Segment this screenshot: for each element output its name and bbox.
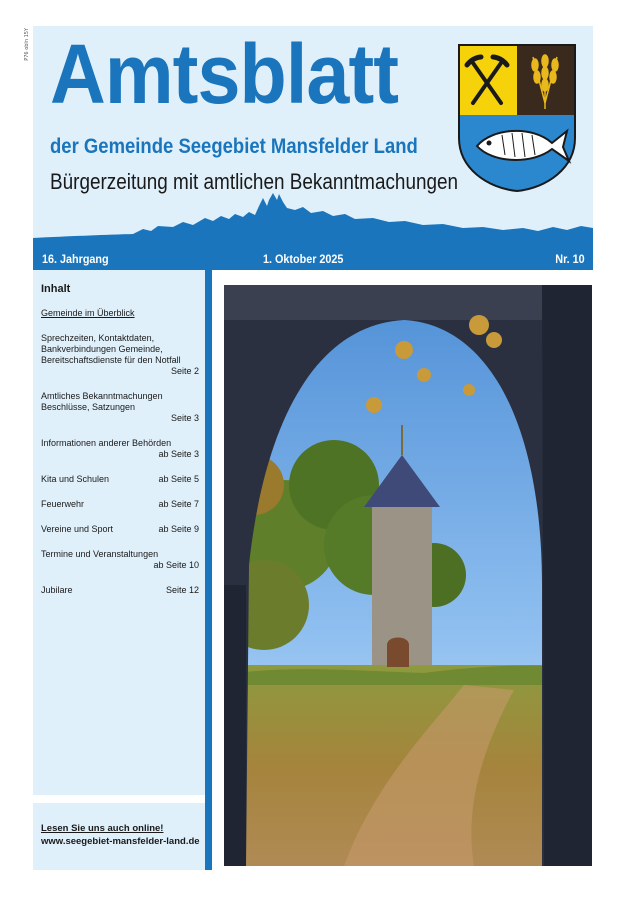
issue-number: Nr. 10 <box>555 252 585 266</box>
toc-item-page: ab Seite 10 <box>153 560 199 570</box>
footer-separator <box>33 795 205 803</box>
toc-item-title: Termine und Veranstaltungen <box>41 549 159 559</box>
side-code: P76 obln 15Y <box>24 28 30 61</box>
toc-item[interactable] <box>41 333 199 377</box>
toc-item[interactable] <box>41 308 199 319</box>
toc-item[interactable] <box>41 499 199 510</box>
toc-item[interactable] <box>41 585 199 596</box>
toc-item-title: Feuerwehr <box>41 499 85 509</box>
toc-item[interactable] <box>41 391 199 424</box>
town-skyline-graphic <box>33 188 593 248</box>
toc-heading: Inhalt <box>41 283 71 295</box>
online-notice-heading: Lesen Sie uns auch online! <box>41 823 164 834</box>
masthead-subtitle: der Gemeinde Seegebiet Mansfelder Land <box>50 134 418 158</box>
table-of-contents <box>33 270 205 870</box>
toc-item-title: Jubilare <box>41 585 73 595</box>
website-link[interactable]: www.seegebiet-mansfelder-land.de <box>41 836 200 847</box>
coat-of-arms-icon <box>457 43 577 193</box>
masthead-tagline: Bürgerzeitung mit amtlichen Bekanntmachungen <box>50 169 459 194</box>
toc-item-title: Informationen anderer Behörden <box>41 438 172 448</box>
toc-item-page: Seite 3 <box>170 413 199 423</box>
toc-item-page: Seite 2 <box>170 366 199 376</box>
column-divider <box>205 270 212 870</box>
toc-item-title: Amtliches Bekanntmachungen Beschlüsse, Satzungen <box>41 391 163 412</box>
toc-item-title: Sprechzeiten, Kontaktdaten, Bankverbindungen Gemeinde, Bereitschaftsdienste für den Notfall <box>41 333 181 365</box>
toc-item-page: ab Seite 9 <box>158 524 199 534</box>
issue-info-bar <box>33 248 593 270</box>
cover-photo <box>224 285 592 866</box>
toc-item-page: Seite 12 <box>165 585 199 595</box>
toc-item[interactable] <box>41 524 199 535</box>
toc-item-page: ab Seite 3 <box>158 449 199 459</box>
toc-item-page: ab Seite 5 <box>158 474 199 484</box>
toc-item-page: ab Seite 7 <box>158 499 199 509</box>
toc-item[interactable] <box>41 474 199 485</box>
toc-item-title: Gemeinde im Überblick <box>41 308 135 318</box>
volume-label: 16. Jahrgang <box>42 252 109 266</box>
toc-item[interactable] <box>41 438 199 460</box>
toc-item-title: Vereine und Sport <box>41 524 114 534</box>
masthead-title: Amtsblatt <box>50 27 399 121</box>
online-notice <box>41 822 200 848</box>
toc-item[interactable] <box>41 549 199 571</box>
issue-date: 1. Oktober 2025 <box>263 252 344 266</box>
toc-item-title: Kita und Schulen <box>41 474 110 484</box>
